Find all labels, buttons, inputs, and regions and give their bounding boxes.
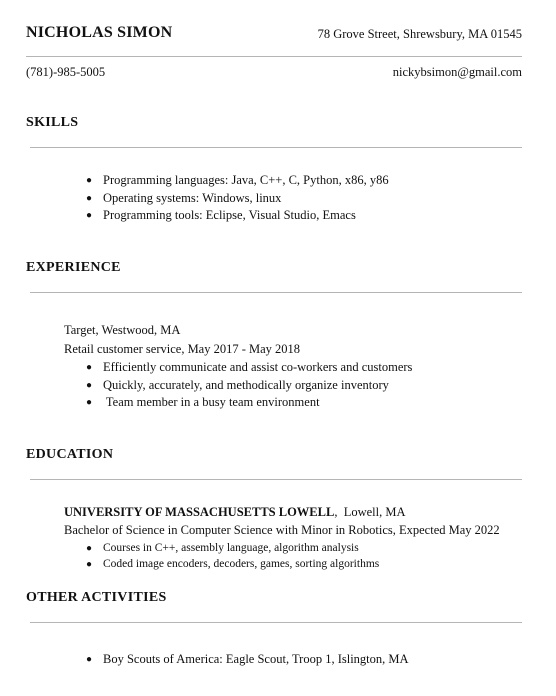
header-divider	[26, 56, 522, 57]
bullet-icon: ●	[86, 558, 93, 570]
address: 78 Grove Street, Shrewsbury, MA 01545	[317, 27, 522, 41]
bullet-icon: ●	[86, 175, 93, 186]
list-item: ● Quickly, accurately, and methodically organize inventory	[86, 377, 412, 395]
skills-heading: SKILLS	[26, 115, 79, 130]
list-item: ● Programming languages: Java, C++, C, Python, x86, y86	[86, 172, 389, 190]
activities-list	[86, 651, 409, 669]
school-location: , Lowell, MA	[334, 505, 406, 519]
email-address: nickybsimon@gmail.com	[392, 65, 522, 79]
experience-list	[86, 359, 412, 412]
school-name: UNIVERSITY OF MASSACHUSETTS LOWELL	[64, 505, 335, 519]
list-item: ● Courses in C++, assembly language, algorithm analysis	[86, 541, 379, 557]
experience-heading: EXPERIENCE	[26, 260, 121, 275]
bullet-icon: ●	[86, 192, 93, 204]
school-line	[64, 505, 406, 520]
skills-list	[86, 172, 389, 225]
bullet-icon: ●	[86, 379, 93, 391]
education-list	[86, 541, 379, 572]
bullet-icon: ●	[86, 210, 93, 221]
list-item: ● Efficiently communicate and assist co-workers and customers	[86, 359, 412, 377]
education-heading: EDUCATION	[26, 447, 114, 462]
list-item: ● Operating systems: Windows, linux	[86, 190, 389, 208]
bullet-icon: ●	[86, 397, 93, 408]
phone-number: (781)-985-5005	[26, 65, 106, 79]
activities-heading: OTHER ACTIVITIES	[26, 590, 167, 605]
skills-divider	[30, 147, 522, 148]
list-item: ● Boy Scouts of America: Eagle Scout, Troop 1, Islington, MA	[86, 651, 409, 669]
bullet-icon: ●	[86, 362, 93, 373]
experience-divider	[30, 292, 522, 293]
applicant-name: NICHOLAS SIMON	[26, 24, 173, 41]
job-role: Retail customer service, May 2017 - May 2018	[64, 342, 301, 356]
education-divider	[30, 479, 522, 480]
list-item: ● Team member in a busy team environment	[86, 394, 412, 412]
list-item: ● Programming tools: Eclipse, Visual Studio, Emacs	[86, 207, 389, 225]
employer: Target, Westwood, MA	[64, 323, 181, 337]
bullet-icon: ●	[86, 654, 93, 665]
list-item: ● Coded image encoders, decoders, games, sorting algorithms	[86, 557, 379, 573]
bullet-icon: ●	[86, 543, 93, 554]
degree: Bachelor of Science in Computer Science with Minor in Robotics, Expected May 2022	[64, 523, 500, 537]
activities-divider	[30, 622, 522, 623]
